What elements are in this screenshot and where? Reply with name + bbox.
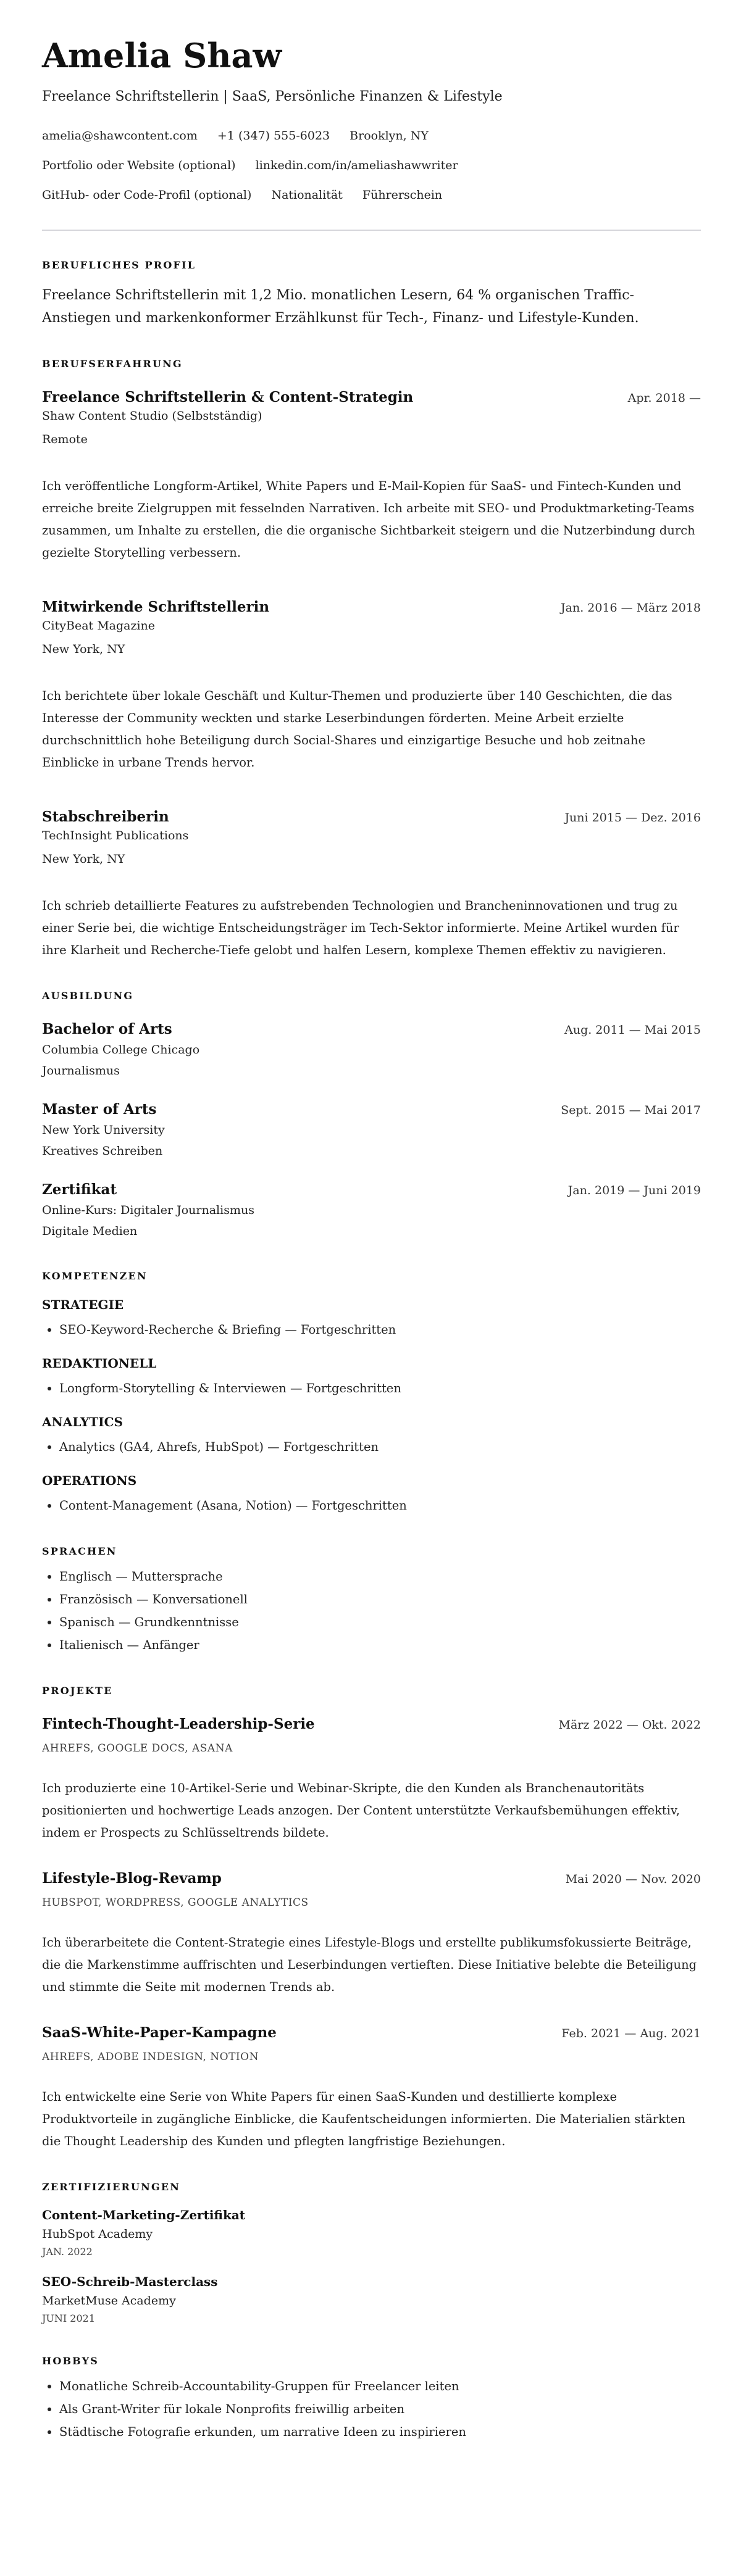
contact-row [42,128,701,143]
education-section [42,990,701,1242]
languages-section [42,1545,701,1656]
project-description: Ich produzierte eine 10-Artikel-Serie und Webinar-Skripte, die den Kunden als Branchenautoritäts positionierten und hochwertige Leads anzogen. Der Content unterstützte Verkaufsbemühungen effektiv, indem er Prospects zu Schlüsseltrends bildete. [42,1781,680,1840]
skill-list [42,1318,701,1341]
certification-name: SEO-Schreib-Masterclass [42,2274,218,2289]
education-dates: Aug. 2011 — Mai 2015 [564,1023,701,1037]
skill-list [42,1377,701,1400]
skill-list [42,1494,701,1517]
projects-section [42,1685,701,2153]
project-entry [42,2023,701,2153]
section-title: PROJEKTE [42,1685,113,1697]
job-location: New York, NY [42,642,125,656]
field-of-study: Digitale Medien [42,1224,138,1238]
section-title: SPRACHEN [42,1545,117,1557]
school-name: Columbia College Chicago [42,1043,200,1057]
skill-item: • Analytics (GA4, Ahrefs, HubSpot) — Fortgeschritten [59,1435,701,1458]
entry-header [42,1869,701,1888]
languages-list [42,1565,701,1656]
degree: Master of Arts [42,1101,157,1118]
entry-header [42,1020,701,1039]
field-of-study: Journalismus [42,1064,120,1078]
project-description: Ich überarbeitete die Content-Strategie eines Lifestyle-Blogs und erstellte publikumsfokussierte Beiträge, die die Markenstimme auffrischten und Leserbindungen vertieften. Diese Initiative belebte die Beteiligung und stimmte die Seite mit modernen Trends ab. [42,1935,697,1994]
entry-header [42,388,701,407]
education-entry [42,1020,701,1081]
job-location: Remote [42,433,88,446]
nationality: Nationalität [271,188,343,202]
job-entry [42,807,701,962]
resume-header [42,36,701,202]
certification-issuer: HubSpot Academy [42,2227,153,2241]
job-entry [42,597,701,774]
email-link[interactable]: amelia@shawcontent.com [42,129,198,143]
job-dates: Apr. 2018 — [627,391,701,405]
hobby-item: • Als Grant-Writer für lokale Nonprofits freiwillig arbeiten [59,2398,701,2420]
portfolio-link[interactable]: Portfolio oder Website (optional) [42,159,236,172]
company-name: TechInsight Publications [42,829,189,842]
experience-section [42,358,701,962]
headline: Freelance Schriftstellerin | SaaS, Persönliche Finanzen & Lifestyle [42,89,503,104]
project-tools: AHREFS, ADOBE INDESIGN, NOTION [42,2051,259,2063]
language-item: • Italienisch — Anfänger [59,1634,701,1656]
section-title: HOBBYS [42,2355,99,2367]
section-title: ZERTIFIZIERUNGEN [42,2181,181,2193]
section-title: BERUFLICHES PROFIL [42,259,196,271]
section-title: BERUFSERFAHRUNG [42,358,183,370]
drivers-license: Führerschein [362,188,443,202]
certification-date: JUNI 2021 [42,2312,96,2324]
field-of-study: Kreatives Schreiben [42,1144,163,1158]
project-tools: HUBSPOT, WORDPRESS, GOOGLE ANALYTICS [42,1897,309,1909]
profile-section [42,259,701,330]
job-dates: Juni 2015 — Dez. 2016 [564,811,701,825]
entry-header [42,1714,701,1734]
school-name: Online-Kurs: Digitaler Journalismus [42,1203,254,1217]
hobbies-list [42,2375,701,2443]
job-location: New York, NY [42,852,125,866]
certifications-section [42,2181,701,2327]
education-entry [42,1100,701,1161]
section-title: KOMPETENZEN [42,1270,148,1282]
job-description: Ich veröffentliche Longform-Artikel, White Papers und E-Mail-Kopien für SaaS- und Fintech-Kunden und erreiche breite Zielgruppen mit fesselnden Narrativen. Ich arbeite mit SEO- und Produktmarketing-Teams zusammen, um Inhalte zu erstellen, die die organische Sichtbarkeit steigern und die Nutzerbindung durch gezielte Storytelling verbessern. [42,479,695,560]
linkedin-link[interactable]: linkedin.com/in/ameliashawwriter [255,159,458,172]
language-item: • Spanisch — Grundkenntnisse [59,1611,701,1634]
entry-header [42,807,701,827]
skill-item: • Longform-Storytelling & Interviewen — Fortgeschritten [59,1377,701,1400]
certification-entry [42,2206,701,2260]
job-description: Ich berichtete über lokale Geschäft und Kultur-Themen und produzierte über 140 Geschichten, die das Interesse der Community weckten und starke Leserbindungen förderten. Meine Arbeit erzielte durchschnittlich hohe Beteiligung durch Social-Shares und einzigartige Besuche und hob zeitnahe Einblicke in urbane Trends hervor. [42,689,672,770]
company-name: Shaw Content Studio (Selbstständig) [42,409,262,423]
education-dates: Jan. 2019 — Juni 2019 [567,1184,701,1197]
project-entry [42,1869,701,1998]
certification-entry [42,2272,701,2327]
skills-section [42,1270,701,1517]
phone: +1 (347) 555-6023 [217,129,330,143]
job-title: Stabschreiberin [42,808,169,825]
certification-name: Content-Marketing-Zertifikat [42,2208,246,2222]
project-tools: AHREFS, GOOGLE DOCS, ASANA [42,1742,233,1755]
language-item: • Französisch — Konversationell [59,1588,701,1611]
certification-issuer: MarketMuse Academy [42,2294,176,2308]
project-dates: März 2022 — Okt. 2022 [558,1718,701,1732]
header-divider [42,230,701,231]
project-title: Fintech-Thought-Leadership-Serie [42,1716,315,1732]
education-entry [42,1180,701,1242]
company-name: CityBeat Magazine [42,619,156,633]
skill-category-title: STRATEGIE [42,1297,124,1312]
contact-row [42,188,701,202]
candidate-name: Amelia Shaw [42,36,282,75]
degree: Zertifikat [42,1181,117,1198]
github-link[interactable]: GitHub- oder Code-Profil (optional) [42,188,252,202]
skill-item: • SEO-Keyword-Recherche & Briefing — Fortgeschritten [59,1318,701,1341]
job-entry [42,388,701,564]
skill-category-title: OPERATIONS [42,1473,137,1488]
entry-header [42,1100,701,1120]
entry-header [42,1180,701,1200]
school-name: New York University [42,1123,165,1137]
location: Brooklyn, NY [350,129,429,143]
job-dates: Jan. 2016 — März 2018 [561,601,701,615]
project-title: SaaS-White-Paper-Kampagne [42,2024,277,2041]
project-dates: Feb. 2021 — Aug. 2021 [561,2027,701,2040]
entry-header [42,597,701,617]
certification-date: JAN. 2022 [42,2246,93,2258]
skill-category-title: REDAKTIONELL [42,1356,157,1371]
degree: Bachelor of Arts [42,1021,172,1037]
section-title: AUSBILDUNG [42,990,134,1002]
hobby-item: • Monatliche Schreib-Accountability-Gruppen für Freelancer leiten [59,2375,701,2398]
job-description: Ich schrieb detaillierte Features zu aufstrebenden Technologien und Brancheninnovationen und trug zu einer Serie bei, die wichtige Entscheidungsträger im Tech-Sektor informierte. Meine Artikel wurden für ihre Klarheit und Recherche-Tiefe gelobt und halfen Lesern, komplexe Themen effektiv zu navigieren. [42,899,679,957]
skill-category-title: ANALYTICS [42,1415,123,1429]
entry-header [42,2023,701,2043]
hobbies-section [42,2355,701,2443]
job-title: Freelance Schriftstellerin & Content-Strategin [42,389,414,405]
hobby-item: • Städtische Fotografie erkunden, um narrative Ideen zu inspirieren [59,2420,701,2443]
contact-row [42,158,701,173]
project-dates: Mai 2020 — Nov. 2020 [565,1872,701,1886]
language-item: • Englisch — Muttersprache [59,1565,701,1588]
job-title: Mitwirkende Schriftstellerin [42,599,270,615]
project-description: Ich entwickelte eine Serie von White Papers für einen SaaS-Kunden und destillierte komplexe Produktvorteile in zugängliche Einblicke, die Kaufentscheidungen informierten. Die Materialien stärkten die Thought Leadership des Kunden und pflegten langfristige Beziehungen. [42,2090,685,2148]
skill-item: • Content-Management (Asana, Notion) — Fortgeschritten [59,1494,701,1517]
education-dates: Sept. 2015 — Mai 2017 [561,1103,701,1117]
project-entry [42,1714,701,1844]
project-title: Lifestyle-Blog-Revamp [42,1870,222,1887]
profile-summary: Freelance Schriftstellerin mit 1,2 Mio. monatlichen Lesern, 64 % organischen Traffic-Anstiegen und markenkonformer Erzählkunst für Tech-, Finanz- und Lifestyle-Kunden. [42,288,639,326]
skill-list [42,1435,701,1458]
